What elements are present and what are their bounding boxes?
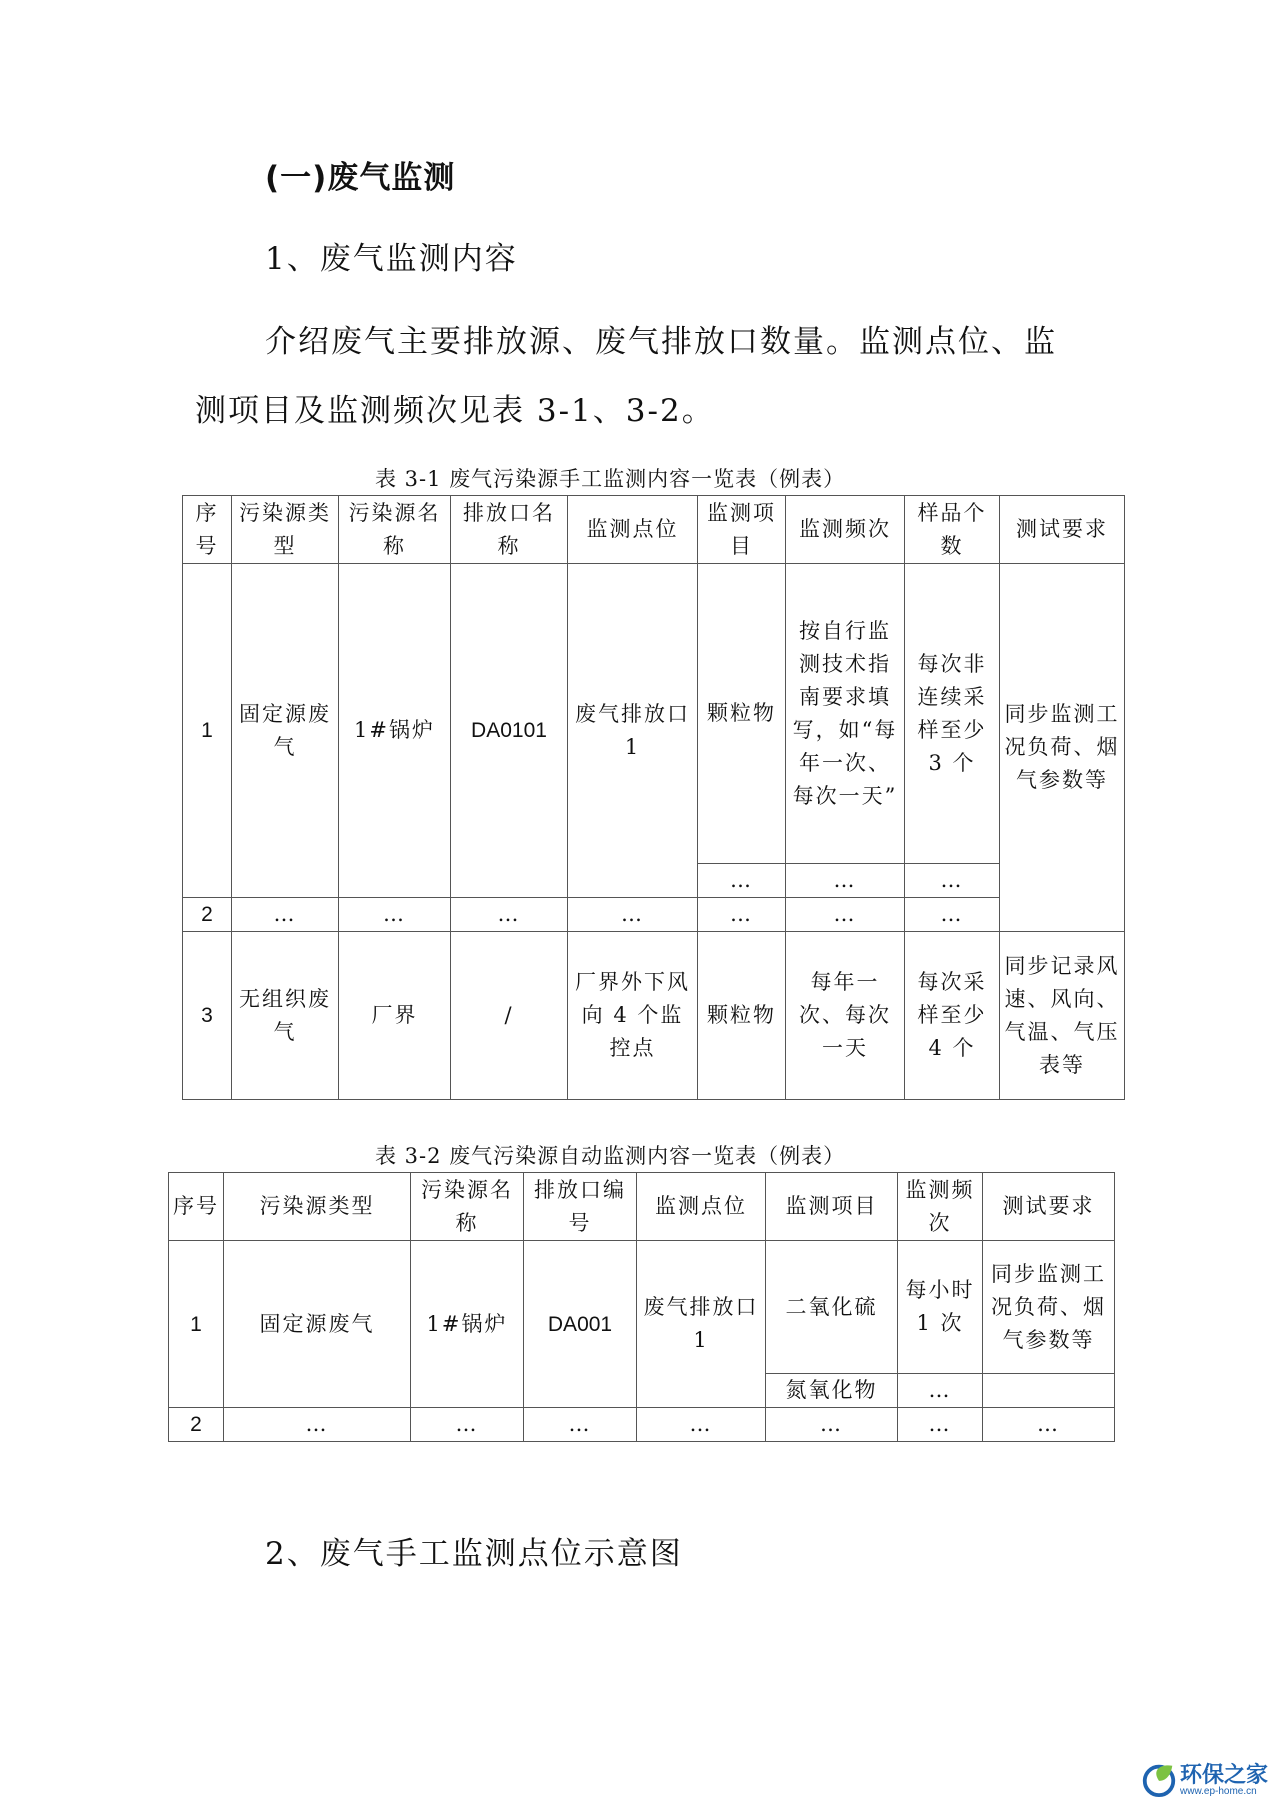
table2-outlet: DA001 [524, 1241, 637, 1408]
watermark-name: 环保之家 [1180, 1763, 1269, 1788]
table2-header-cell: 序号 [169, 1173, 224, 1241]
table1-req: 同步监测工况负荷、烟气参数等 [1000, 564, 1125, 932]
table1-caption: 表 3-1 废气污染源手工监测内容一览表（例表） [375, 467, 846, 491]
table1-item-more: … [698, 864, 786, 898]
table1-item: 颗粒物 [698, 564, 786, 864]
table2-header-cell: 污染源类型 [224, 1173, 411, 1241]
table1-manual-monitoring [182, 495, 1125, 1100]
table2-item: 二氧化硫 [766, 1241, 898, 1374]
table1-freq: 每年一次、每次一天 [786, 932, 905, 1100]
table1-point: 厂界外下风向 4 个监控点 [568, 932, 698, 1100]
table2-header-cell: 排放口编号 [524, 1173, 637, 1241]
table2-cell: … [983, 1408, 1115, 1442]
table2-type: 固定源废气 [224, 1241, 411, 1408]
watermark-url: www.ep-home.cn [1180, 1786, 1257, 1797]
table1-cell: … [451, 898, 568, 932]
table2-header-cell: 测试要求 [983, 1173, 1115, 1241]
table-row [183, 932, 1125, 1100]
table2-header-cell: 监测频次 [898, 1173, 983, 1241]
table2-auto-monitoring [168, 1172, 1115, 1442]
table1-cell: … [339, 898, 451, 932]
table2-cell: … [766, 1408, 898, 1442]
leaf-logo-icon [1140, 1760, 1178, 1798]
table1-header-cell: 污染源类型 [232, 496, 339, 564]
watermark-logo [1140, 1758, 1275, 1803]
table2-req: 同步监测工况负荷、烟气参数等 [983, 1241, 1115, 1374]
table2-cell: 2 [169, 1408, 224, 1442]
table1-type: 固定源废气 [232, 564, 339, 898]
table2-cell: … [224, 1408, 411, 1442]
table2-cell: … [898, 1408, 983, 1442]
table1-header-cell: 监测项目 [698, 496, 786, 564]
table1-outlet: DA0101 [451, 564, 568, 898]
section-title: (一)废气监测 [265, 160, 456, 196]
table2-req [983, 1374, 1115, 1408]
table2-cell: … [411, 1408, 524, 1442]
table2-item: 氮氧化物 [766, 1374, 898, 1408]
intro-line-1: 介绍废气主要排放源、废气排放口数量。监测点位、监 [265, 324, 1057, 360]
table2-name: 1#锅炉 [411, 1241, 524, 1408]
table-row [183, 564, 1125, 864]
table1-freq: 按自行监测技术指南要求填写，如“每年一次、每次一天” [786, 564, 905, 864]
table1-samples: 每次非连续采样至少 3 个 [905, 564, 1000, 864]
intro-paragraph [195, 308, 1095, 446]
table1-header-cell: 污染源名称 [339, 496, 451, 564]
intro-line-2: 测项目及监测频次见表 3-1、3-2。 [195, 393, 715, 429]
table1-cell: … [786, 898, 905, 932]
table2-header-cell: 监测项目 [766, 1173, 898, 1241]
table2-cell: … [524, 1408, 637, 1442]
table1-cell: … [232, 898, 339, 932]
table1-name: 1#锅炉 [339, 564, 451, 898]
table1-freq-more: … [786, 864, 905, 898]
table2-header-row [169, 1173, 1115, 1241]
table1-samples: 每次采样至少 4 个 [905, 932, 1000, 1100]
table1-outlet: / [451, 932, 568, 1100]
table2-header-cell: 污染源名称 [411, 1173, 524, 1241]
table-row [169, 1408, 1115, 1442]
table1-samples-more: … [905, 864, 1000, 898]
table-row [183, 898, 1125, 932]
table1-seq: 3 [183, 932, 232, 1100]
table1-header-cell: 测试要求 [1000, 496, 1125, 564]
table1-header-cell: 监测频次 [786, 496, 905, 564]
table1-cell: 2 [183, 898, 232, 932]
table2-seq: 1 [169, 1241, 224, 1408]
table1-header-cell: 排放口名称 [451, 496, 568, 564]
subsection-title-diagram: 2、废气手工监测点位示意图 [265, 1536, 683, 1572]
table1-name: 厂界 [339, 932, 451, 1100]
table1-seq: 1 [183, 564, 232, 898]
table-row [169, 1241, 1115, 1374]
table2-freq: 每小时 1 次 [898, 1241, 983, 1374]
table1-cell: … [698, 898, 786, 932]
table2-header-cell: 监测点位 [637, 1173, 766, 1241]
table1-item: 颗粒物 [698, 932, 786, 1100]
table1-type: 无组织废气 [232, 932, 339, 1100]
table2-caption: 表 3-2 废气污染源自动监测内容一览表（例表） [375, 1144, 846, 1168]
table1-cell: … [905, 898, 1000, 932]
table2-cell: … [637, 1408, 766, 1442]
table1-header-cell: 监测点位 [568, 496, 698, 564]
table1-cell: … [568, 898, 698, 932]
table2-freq: … [898, 1374, 983, 1408]
table1-header-row [183, 496, 1125, 564]
table2-point: 废气排放口 1 [637, 1241, 766, 1408]
table1-point: 废气排放口 1 [568, 564, 698, 898]
table1-req: 同步记录风速、风向、气温、气压表等 [1000, 932, 1125, 1100]
subsection-title-content: 1、废气监测内容 [265, 241, 518, 277]
table1-header-cell: 样品个数 [905, 496, 1000, 564]
table1-header-cell: 序号 [183, 496, 232, 564]
